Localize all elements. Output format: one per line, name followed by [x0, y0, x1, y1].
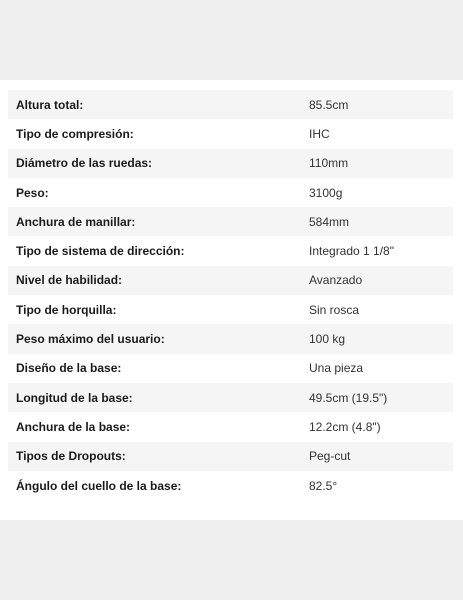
spec-row-handlebar-width [8, 207, 453, 236]
spec-value: 3100g [293, 178, 453, 207]
spec-label: Peso máximo del usuario: [8, 324, 293, 353]
spec-label: Tipos de Dropouts: [8, 442, 293, 471]
specifications-table [8, 90, 453, 500]
spec-label: Peso: [8, 178, 293, 207]
spec-row-dropout-type [8, 442, 453, 471]
spec-label: Nivel de habilidad: [8, 266, 293, 295]
spec-value: 82.5° [293, 471, 453, 500]
spec-row-weight [8, 178, 453, 207]
spec-label: Longitud de la base: [8, 383, 293, 412]
spec-value: 12.2cm (4.8") [293, 412, 453, 441]
spec-label: Anchura de manillar: [8, 207, 293, 236]
spec-row-head-tube-angle [8, 471, 453, 500]
spec-label: Anchura de la base: [8, 412, 293, 441]
spec-label: Tipo de horquilla: [8, 295, 293, 324]
spec-value: 85.5cm [293, 90, 453, 119]
spec-value: Peg-cut [293, 442, 453, 471]
spec-value: Avanzado [293, 266, 453, 295]
spec-label: Ángulo del cuello de la base: [8, 471, 293, 500]
spec-label: Diámetro de las ruedas: [8, 149, 293, 178]
spec-value: Una pieza [293, 354, 453, 383]
spec-row-total-height [8, 90, 453, 119]
spec-label: Diseño de la base: [8, 354, 293, 383]
spec-row-deck-design [8, 354, 453, 383]
specifications-card [0, 80, 463, 520]
spec-label: Altura total: [8, 90, 293, 119]
spec-value: 110mm [293, 149, 453, 178]
spec-label: Tipo de compresión: [8, 119, 293, 148]
spec-row-headset-type [8, 236, 453, 265]
spec-row-max-user-weight [8, 324, 453, 353]
spec-row-deck-length [8, 383, 453, 412]
spec-value: IHC [293, 119, 453, 148]
spec-value: 584mm [293, 207, 453, 236]
spec-row-compression-type [8, 119, 453, 148]
spec-row-skill-level [8, 266, 453, 295]
spec-value: Integrado 1 1/8" [293, 236, 453, 265]
spec-row-wheel-diameter [8, 149, 453, 178]
spec-value: 100 kg [293, 324, 453, 353]
spec-row-fork-type [8, 295, 453, 324]
spec-label: Tipo de sistema de dirección: [8, 236, 293, 265]
spec-value: 49.5cm (19.5") [293, 383, 453, 412]
spec-value: Sin rosca [293, 295, 453, 324]
spec-row-deck-width [8, 412, 453, 441]
